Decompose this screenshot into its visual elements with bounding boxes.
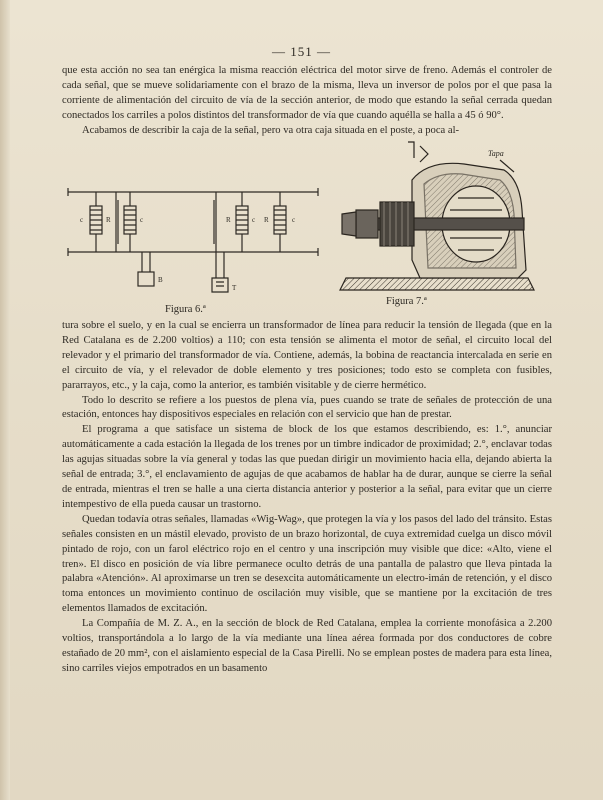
page-binding-shadow bbox=[0, 0, 10, 800]
fig6-label: c bbox=[292, 216, 296, 224]
coil-2 bbox=[124, 192, 136, 252]
paragraph: Acabamos de describir la caja de la señal, pero va otra caja situada en el poste, a poca al- bbox=[82, 124, 460, 136]
figure-7-caption: Figura 7.ª bbox=[386, 296, 427, 307]
bottom-text-block bbox=[62, 319, 552, 677]
paragraph: tura sobre el suelo, y en la cual se encierra un transformador de línea para reducir la tensión de llegada (que en la Red Catalana es de 2.200 voltios) a 110; con esta tensión se alimenta el motor de señal, el circuito local del relevador y el primario del transformador de vía. Contiene, además, la bobina de reactancia intercalada en serie en el circuito de vía, y el relevador de doble elemento y tres posiciones; todo esto se completa con fusibles, pararrayos, etc., y la caja, como la anterior, es también visitable y de cierre hermético. bbox=[62, 320, 552, 391]
fig6-label: c bbox=[252, 216, 256, 224]
fig6-label: R bbox=[226, 216, 231, 224]
paragraph: Quedan todavía otras señales, llamadas «Wig-Wag», que protegen la vía y los pasos del lado del tránsito. Estas señales consisten en un mástil elevado, provisto de un brazo horizontal, de cuya extremidad cuelga un disco móvil pintado de rojo, con un farol eléctrico rojo en el centro y una inscripción muy visible que dice: «Alto, viene el tren». El disco en posición de vía libre permanece oculto detrás de una pantalla de palastro que lleva pintada la palabra «Atención». Al aproximarse un tren se desexcita automáticamente un electro-imán de retención, y el disco toma entonces un movimiento continuo de oscilación muy visible, que se mantiene por la excitación de tres elementos llamados de excitación. bbox=[62, 513, 552, 615]
insulator bbox=[380, 202, 414, 246]
fig6-label: B bbox=[158, 276, 163, 284]
fig7-label-tapa: Tapa bbox=[488, 149, 504, 158]
figure-6-caption: Figura 6.ª bbox=[165, 304, 206, 315]
coil-3 bbox=[236, 192, 248, 252]
coil-1 bbox=[90, 192, 102, 252]
paragraph: Todo lo descrito se refiere a los puestos de plena vía, pues cuando se trate de señales de protección de una estación, entonces hay dispositivos especiales en relación con el servicio que han de prestar. bbox=[62, 394, 552, 421]
fig6-label: R bbox=[106, 216, 111, 224]
box-b bbox=[138, 272, 154, 286]
paragraph: La Compañía de M. Z. A., en la sección de block de Red Catalana, emplea la corriente monofásica a 2.200 voltios, transportándola a lo largo de la vía mediante una línea aérea formada por dos conductores de cobre estañado de 20 mm², con el aislamiento especial de la Casa Pirelli. No se emplean postes de madera para esta línea, sino carriles viejos empotrados en un basamento bbox=[62, 618, 552, 674]
fig6-label: c bbox=[80, 216, 84, 224]
top-text-block bbox=[62, 64, 552, 139]
page-number: — 151 — bbox=[272, 44, 331, 59]
coil-4 bbox=[274, 192, 286, 252]
knob bbox=[342, 212, 356, 236]
figure-7-signal-box-drawing bbox=[328, 140, 542, 308]
fig6-label: T bbox=[232, 284, 237, 292]
transformer-t bbox=[212, 278, 228, 292]
fig6-label: c bbox=[140, 216, 144, 224]
fig6-label: R bbox=[264, 216, 269, 224]
paragraph: El programa a que satisface un sistema de block de los que estamos describiendo, es: 1.°, anunciar automáticamente a cada estación la llegada de los trenes por un timbre indicador de proximidad; 2.°, enclavar todas las agujas situadas sobre la vía general y todas las que puedan dirigir un movimiento hacia ella, dejando abierta la señal de entrada; 3.°, el enclavamiento de agujas de que acabamos de hablar ha de durar, aunque se cierre la señal de entrada, mientras el tren se halle a una cierta distancia anterior y posterior a la señal, para evitar que un cierre intempestivo de ella pueda causar un trastorno. bbox=[62, 424, 552, 510]
base-plate bbox=[340, 278, 534, 290]
paragraph: que esta acción no sea tan enérgica la misma reacción eléctrica del motor sirve de freno. Además el controler de cada señal, que se mueve solidariamente con el brazo de la misma, lleva un inversor de polos por el que pasa la corriente de alimentación del circuito de vía de la sección anterior, de modo que estando la señal cerrada quedan conectados los carriles a polos distintos del transformador de vía que cuando aquélla se halla a 45 ó 90°. bbox=[62, 65, 552, 121]
figure-6-circuit-diagram bbox=[66, 182, 320, 304]
